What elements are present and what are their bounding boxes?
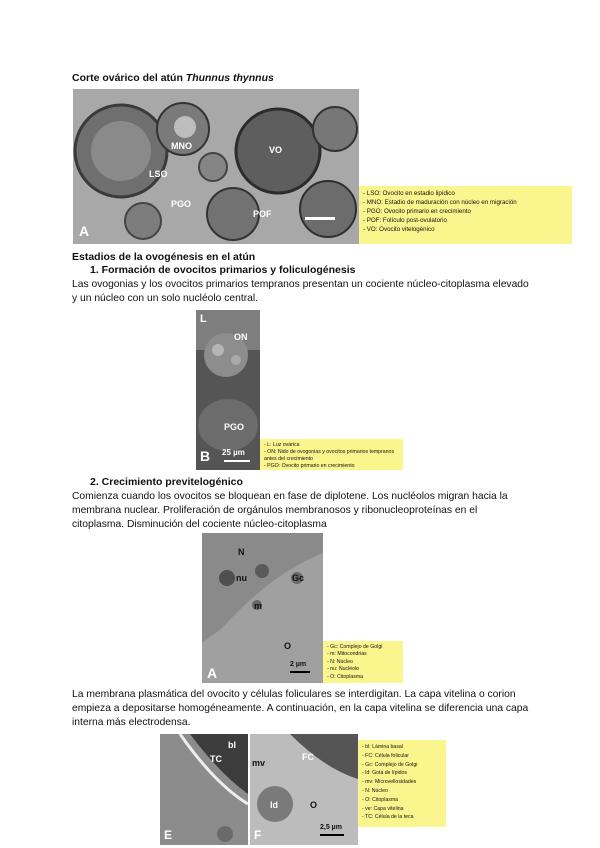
legend-item: - POF: Folículo post-ovulatorio xyxy=(363,217,447,224)
stage1-micrograph xyxy=(196,310,260,470)
legend-item: - TC: Célula de la teca xyxy=(362,814,414,821)
legend-item: - vе: Capa vitelina xyxy=(362,805,404,812)
legend-item: - N: Núcleo xyxy=(327,658,353,665)
label-vo: VO xyxy=(269,145,283,155)
stage1-heading: 1. Formación de ovocitos primarios y foliculogénesis xyxy=(90,264,356,276)
label-fc: FC xyxy=(302,752,314,762)
label-pof: POF xyxy=(253,209,272,219)
label-o: O xyxy=(310,800,318,810)
legend-item: - MNO: Estadio de maduración con núcleo en migración xyxy=(363,199,517,206)
scale-bar-label: 2 µm xyxy=(290,661,307,668)
scale-bar-label: 25 µm xyxy=(222,448,245,457)
legend-item: - Gc: Complejo de Golgi xyxy=(362,761,418,768)
panel-label-b: B xyxy=(200,448,211,464)
stage2-figure xyxy=(202,533,323,683)
legend-item: - FC: Célula folicular xyxy=(362,752,409,759)
label-mno: MNO xyxy=(171,141,192,151)
legend-item: - ld: Gota de lípidos xyxy=(362,770,407,777)
ovary-micrograph xyxy=(73,89,359,244)
label-l: L xyxy=(200,313,207,325)
label-n: N xyxy=(238,547,245,557)
legend-item: - VO: Ovocito vitelogénico xyxy=(363,226,435,233)
legend-item: - mv: Microvellosidades xyxy=(362,779,417,786)
stage1-figure xyxy=(196,310,260,470)
scale-bar-label: 2,5 µm xyxy=(320,824,342,831)
panel-label-f: F xyxy=(254,828,262,842)
label-tc: TC xyxy=(210,754,222,764)
legend-item: - m: Mitocondrias xyxy=(327,651,367,658)
legend-item: - nu: Nucléolo xyxy=(327,666,360,673)
label-bl: bl xyxy=(228,740,236,750)
stage3-legend xyxy=(358,740,446,827)
legend-item: - N: Núcleo xyxy=(362,787,388,794)
stage3-text: La membrana plasmática del ovocito y células foliculares se interdigitan. La capa vitelina o corion empieza a depositarse homogéneamente. A continuación, en la capa vitelina se diferencia una capa interna más electrodensa. xyxy=(72,689,529,728)
panel-label-e: E xyxy=(164,828,173,842)
stage2-heading: 2. Crecimiento previtelogénico xyxy=(90,476,243,488)
stage1-text: Las ovogonias y los ovocitos primarios tempranos presentan un cociente núcleo-citoplasma elevado y un núcleo con un solo nucléolo central. xyxy=(72,279,529,304)
legend-item: - bl: Lámina basal xyxy=(362,744,403,750)
legend-item: - PGO: Ovocito primario en crecimiento xyxy=(363,208,471,215)
legend-item: - Gc: Complejo de Golgi xyxy=(327,644,383,650)
stage3-micrograph-e xyxy=(160,734,248,845)
legend-item: - L: Luz ovárica xyxy=(264,442,300,448)
legend-item: - O: Citoplasma xyxy=(327,673,364,680)
label-ld: ld xyxy=(270,800,278,810)
ovary-legend xyxy=(359,186,572,244)
label-on: ON xyxy=(234,332,248,342)
label-m: m xyxy=(254,601,263,611)
label-o: O xyxy=(284,641,292,651)
legend-item: - LSO: Ovocito en estadio lipídico xyxy=(363,190,455,197)
ovary-section-figure xyxy=(73,89,359,244)
section-heading: Estadios de la ovogénesis en el atún xyxy=(72,251,256,263)
panel-label-a: A xyxy=(79,223,90,239)
panel-label-a: A xyxy=(207,665,218,681)
legend-item: - PGO: Ovocito primario en crecimiento xyxy=(264,463,355,469)
page-title: Corte ovárico del atún Thunnus thynnus xyxy=(72,72,274,84)
legend-item: - O: Citoplasma xyxy=(362,796,399,803)
label-lso: LSO xyxy=(149,169,168,179)
stage3-figure-f xyxy=(250,734,358,845)
label-mv: mv xyxy=(252,758,266,768)
label-nu: nu xyxy=(236,573,247,583)
stage1-legend xyxy=(260,439,403,470)
label-pgo: PGO xyxy=(224,422,245,432)
stage2-legend xyxy=(323,641,403,683)
label-gc: Gc xyxy=(292,573,305,583)
label-pgo: PGO xyxy=(171,199,192,209)
stage3-figure-e xyxy=(160,734,248,845)
species-name: Thunnus thynnus xyxy=(185,72,274,84)
stage2-text: Comienza cuando los ovocitos se bloquean en fase de diplotene. Los nucléolos migran hacia la membrana nuclear. Proliferación de orgánulos membranosos y ribonucleoproteínas en el citoplasma. Disminución del cociente núcleo-citoplasma xyxy=(72,491,508,530)
legend-item: - ON: Nido de ovogonias y ovocitos primarios tempranos antes del crecimiento xyxy=(264,449,395,462)
